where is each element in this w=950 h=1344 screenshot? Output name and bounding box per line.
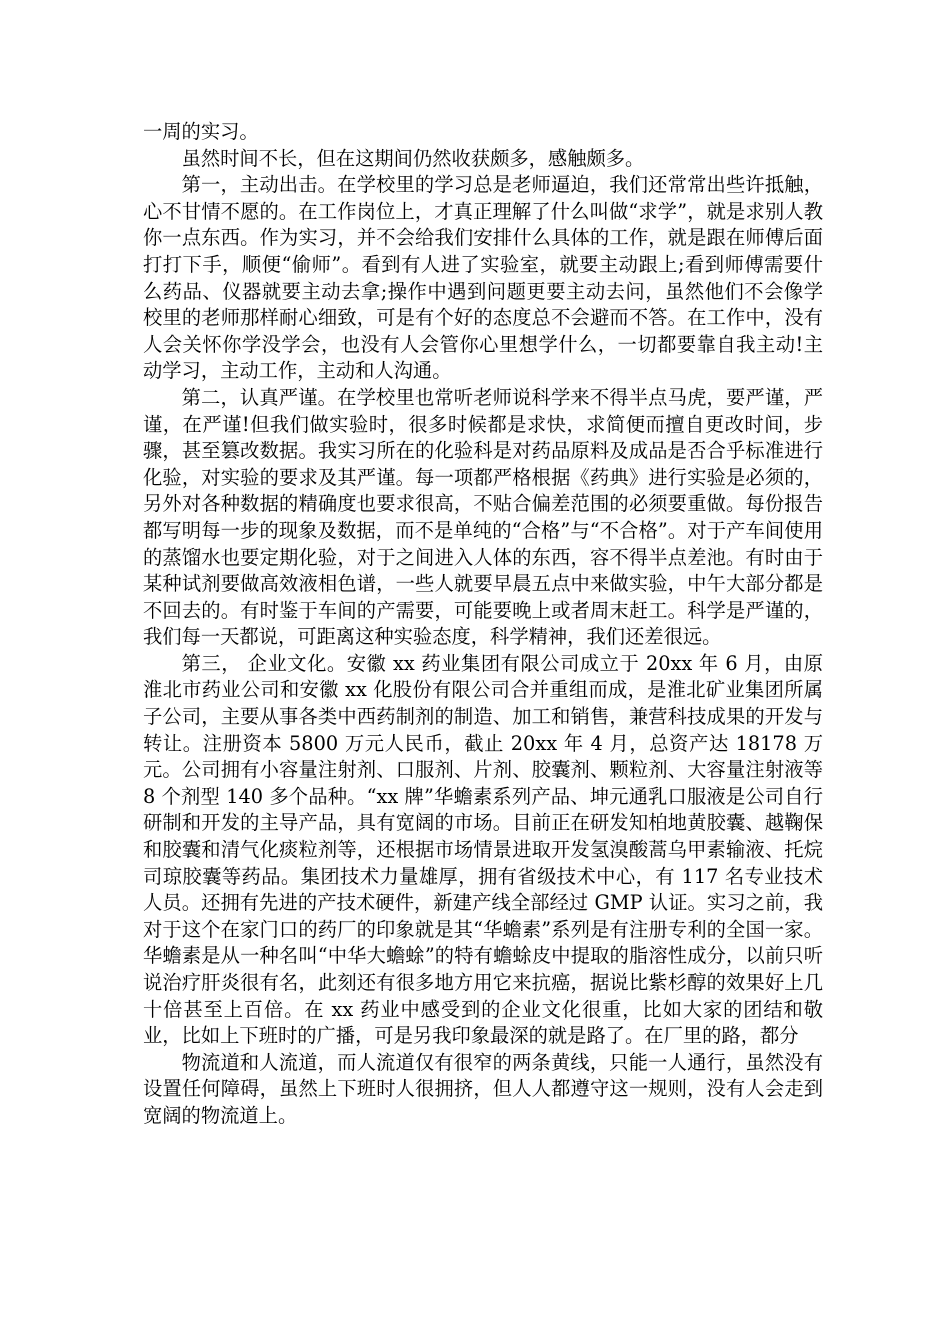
paragraph-continuation: 一周的实习。	[143, 120, 259, 143]
paragraph-first-point: 第一，主动出击。在学校里的学习总是老师逼迫，我们还常常出些许抵触，心不甘情不愿的。在工作岗位上，才真正理解了什么叫做“求学”，就是求别人教你一点东西。作为实习，并不会给我们安排什么具体的工作，就是跟在师傅后面打打下手，顺便“偷师”。看到有人进了实验室，就要主动跟上;看到师傅需要什么药品、仪器就要主动去拿;操作中遇到问题更要主动去问，虽然他们不会像学校里的老师那样耐心细致，可是有个好的态度总不会避而不答。在工作中，没有人会关怀你学没学会，也没有人会管你心里想学什么，一切都要靠自我主动!主动学习，主动工作，主动和人沟通。	[143, 173, 823, 383]
paragraph-second-point: 第二，认真严谨。在学校里也常听老师说科学来不得半点马虎，要严谨，严谨，在严谨!但我们做实验时，很多时候都是求快，求简便而擅自更改时间，步骤，甚至篡改数据。我实习所在的化验科是对药品原料及成品是否合乎标准进行化验，对实验的要求及其严谨。每一项都严格根据《药典》进行实验是必须的，另外对各种数据的精确度也要求很高，不贴合偏差范围的必须要重做。每份报告都写明每一步的现象及数据，而不是单纯的“合格”与“不合格”。对于产车间使用的蒸馏水也要定期化验，对于之间进入人体的东西，容不得半点差池。有时由于某种试剂要做高效液相色谱，一些人就要早晨五点中来做实验，中午大部分都是不回去的。有时鉴于车间的产需要，可能要晚上或者周末赶工。科学是严谨的，我们每一天都说，可距离这种实验态度，科学精神，我们还差很远。	[143, 385, 823, 649]
paragraph-intro: 虽然时间不长，但在这期间仍然收获颇多，感触颇多。	[181, 146, 645, 170]
paragraph-third-point: 第三， 企业文化。安徽 xx 药业集团有限公司成立于 20xx 年 6 月，由原淮北市药业公司和安徽 xx 化股份有限公司合并重组而成，是淮北矿业集团所属子公司，主要从事各类中西药制剂的制造、加工和销售，兼营科技成果的开发与转让。注册资本 5800 万元人民币，截止 20xx 年 4 月，总资产达 18178 万元。公司拥有小容量注射剂、口服剂、片剂、胶囊剂、颗粒剂、大容量注射液等 8 个剂型 140 多个品种。“xx 牌”华蟾素系列产品、坤元通乳口服液是公司自行研制和开发的主导产品，具有宽阔的市场。目前正在研发知柏地黄胶囊、越鞠保和胶囊和清气化痰粒剂等，还根据市场情景进取开发氢溴酸蒿乌甲素输液、托烷司琼胶囊等药品。集团技术力量雄厚，拥有省级技术中心，有 117 名专业技术人员。还拥有先进的产技术硬件，新建产线全部经过 GMP 认证。实习之前，我对于这个在家门口的药厂的印象就是其“华蟾素”系列是有注册专利的全国一家。华蟾素是从一种名叫“中华大蟾蜍”的特有蟾蜍皮中提取的脂溶性成分，以前只听说治疗肝炎很有名，此刻还有很多地方用它来抗癌，据说比紫杉醇的效果好上几十倍甚至上百倍。在 xx 药业中感受到的企业文化很重，比如大家的团结和敬业，比如上下班时的广播，可是另我印象最深的就是路了。在厂里的路，都分	[143, 651, 823, 1048]
paragraph-roads: 物流道和人流道，而人流道仅有很窄的两条黄线，只能一人通行，虽然没有设置任何障碍，虽然上下班时人很拥挤，但人人都遵守这一规则，没有人会走到宽阔的物流道上。	[143, 1050, 823, 1127]
document-body	[143, 119, 823, 1130]
